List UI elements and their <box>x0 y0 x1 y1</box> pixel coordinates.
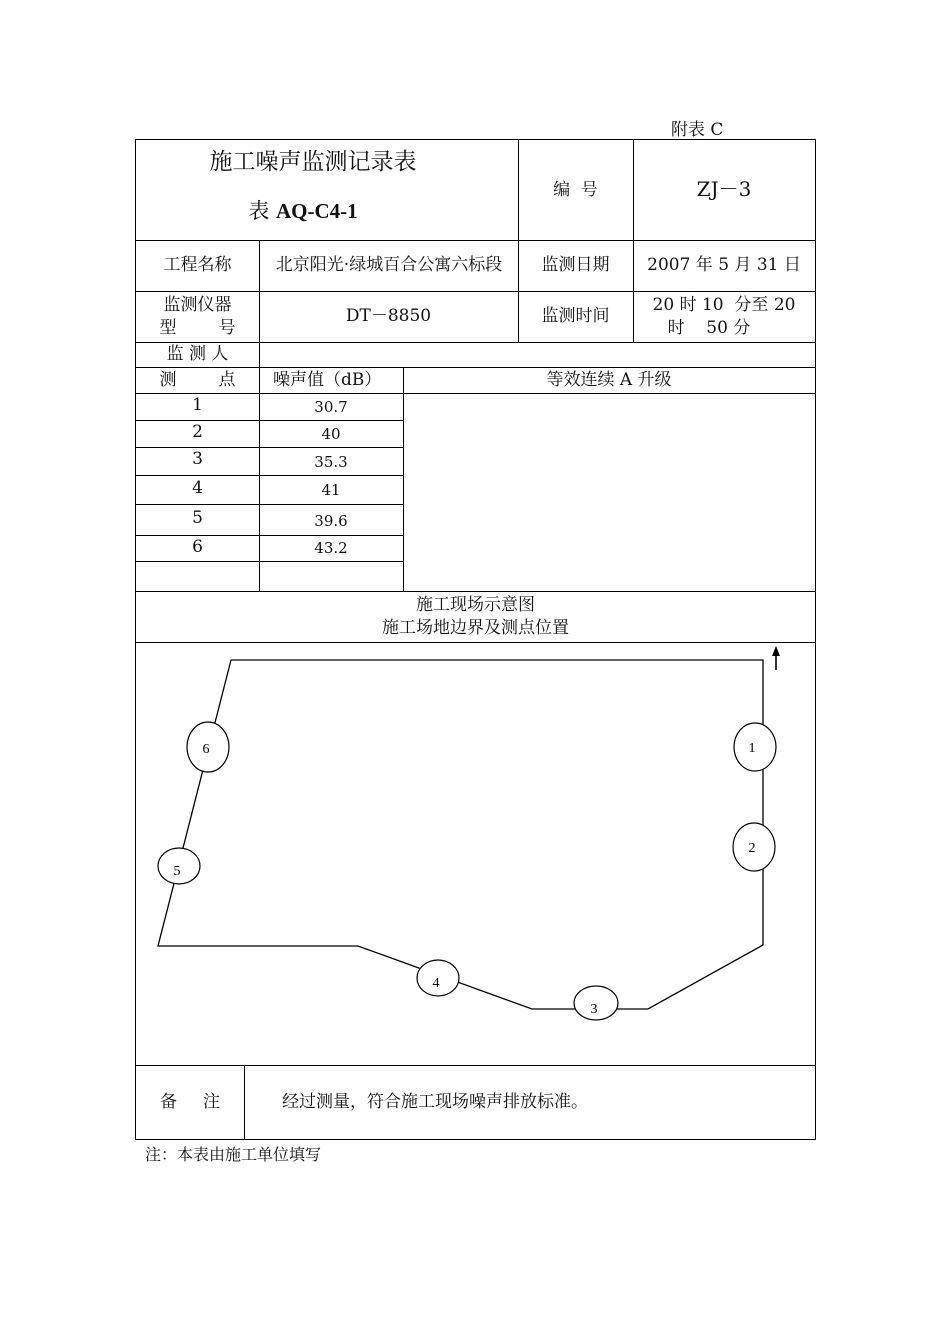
value-cell: 39.6 <box>314 512 348 531</box>
footnote: 注：本表由施工单位填写 <box>145 1145 322 1164</box>
number-label: 编 号 <box>553 179 598 200</box>
number-value: ZJ－3 <box>696 177 752 201</box>
appendix-label: 附表 C <box>671 120 724 140</box>
value-cell: 30.7 <box>314 398 348 417</box>
col-value: 噪声值（dB） <box>273 369 382 390</box>
point-cell: 3 <box>192 449 203 470</box>
date-value: 2007 年 5 月 31 日 <box>647 255 801 276</box>
value-cell: 41 <box>321 481 341 500</box>
measure-point-label: 5 <box>173 864 181 879</box>
col-point-char1: 测 <box>159 369 177 390</box>
measure-point-label: 3 <box>590 1002 598 1017</box>
measure-point-6 <box>187 722 229 772</box>
value-cell: 43.2 <box>314 538 348 557</box>
point-cell: 6 <box>192 536 203 557</box>
measure-point-label: 6 <box>202 742 210 757</box>
time-value-line1: 20 时 10 分至 20 <box>652 295 796 316</box>
point-cell: 5 <box>192 507 203 528</box>
measure-point-4 <box>417 960 459 996</box>
measure-point-label: 4 <box>432 976 440 991</box>
date-label: 监测日期 <box>541 255 610 276</box>
measure-point-5 <box>158 848 200 884</box>
remarks-label-char1: 备 <box>160 1092 177 1113</box>
time-label: 监测时间 <box>541 306 610 327</box>
instrument-label-char2: 号 <box>218 317 236 338</box>
point-cell: 1 <box>192 394 203 415</box>
project-label: 工程名称 <box>163 255 232 276</box>
diagram-title-line2: 施工场地边界及测点位置 <box>382 617 569 638</box>
remarks-label-char2: 注 <box>203 1092 220 1113</box>
project-value: 北京阳光·绿城百合公寓六标段 <box>275 255 503 276</box>
monitor-label: 监 测 人 <box>166 344 229 365</box>
form-code: AQ-C4-1 <box>276 199 358 224</box>
value-cell: 40 <box>321 425 341 444</box>
time-value-line2: 时 50 分 <box>667 317 751 338</box>
measure-point-label: 2 <box>748 841 756 856</box>
point-cell: 2 <box>192 421 203 442</box>
remarks-text: 经过测量，符合施工现场噪声排放标准。 <box>282 1092 588 1113</box>
col-point-char2: 点 <box>218 369 236 390</box>
north-arrow-icon <box>772 646 780 670</box>
measure-point-3 <box>574 986 618 1020</box>
instrument-label-char1: 型 <box>159 317 177 338</box>
form-code-prefix: 表 <box>248 199 270 224</box>
measure-point-2 <box>733 823 775 871</box>
form-title: 施工噪声监测记录表 <box>209 149 417 176</box>
instrument-value: DT－8850 <box>345 306 432 327</box>
diagram-title-line1: 施工现场示意图 <box>416 595 535 616</box>
measure-point-label: 1 <box>748 741 756 756</box>
site-boundary <box>158 660 763 1009</box>
instrument-label-line1: 监测仪器 <box>163 295 232 316</box>
measure-point-1 <box>734 723 776 771</box>
value-cell: 35.3 <box>314 452 348 471</box>
col-equiv: 等效连续 A 升级 <box>546 369 672 390</box>
point-cell: 4 <box>192 478 203 499</box>
